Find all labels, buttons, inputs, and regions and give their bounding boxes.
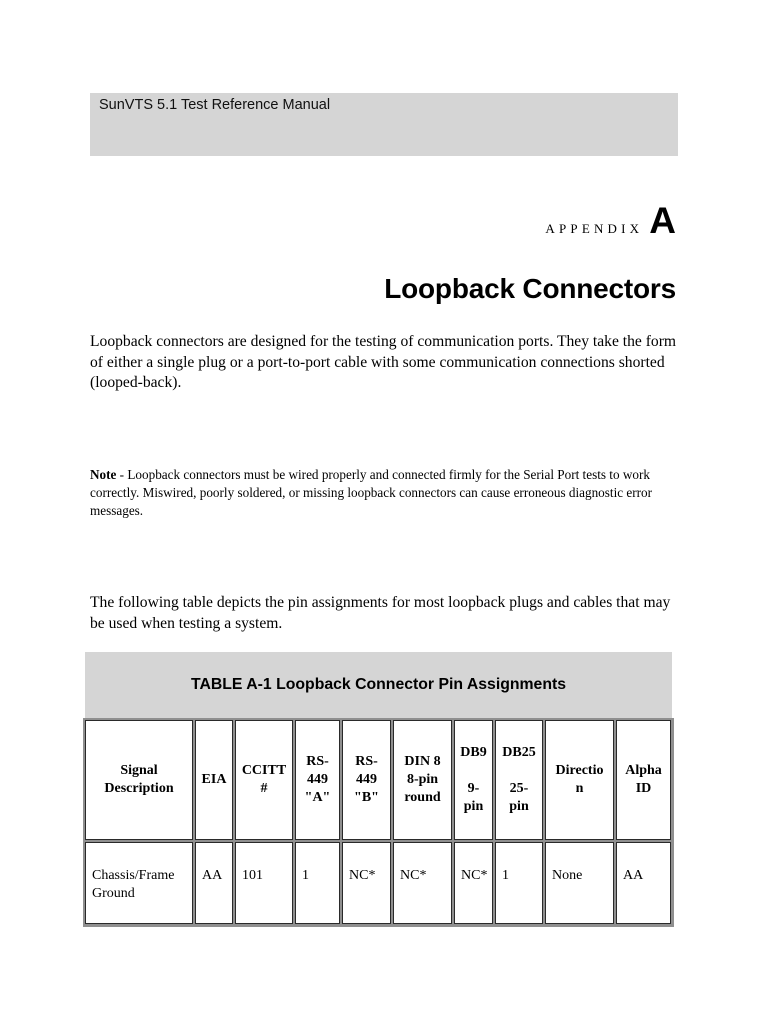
running-header (90, 93, 678, 156)
note-label: Note (90, 467, 117, 482)
table-header-cell (454, 720, 493, 840)
header-line: RS- (355, 754, 378, 769)
header-line: 449 (307, 772, 328, 787)
table-header-cell (85, 720, 193, 840)
table-caption: TABLE A-1 Loopback Connector Pin Assignments (190, 676, 567, 693)
table-data-cell: 101 (235, 842, 293, 924)
table-data-cell: 1 (495, 842, 543, 924)
appendix-label: APPENDIX (545, 221, 644, 236)
table-header-cell (393, 720, 452, 840)
header-line: pin (463, 799, 484, 814)
header-line: n (575, 781, 584, 796)
table-header-cell (195, 720, 233, 840)
pin-assignment-table (83, 718, 674, 927)
header-line: Directio (555, 763, 604, 778)
appendix-letter: A (649, 200, 676, 241)
header-line: 9- (467, 781, 480, 796)
manual-title: SunVTS 5.1 Test Reference Manual (99, 97, 331, 113)
table-data-cell: NC* (393, 842, 452, 924)
note-paragraph (90, 466, 680, 520)
header-line: RS- (306, 754, 329, 769)
table-data-cell: 1 (295, 842, 340, 924)
appendix-heading (545, 202, 676, 239)
table-data-cell: NC* (342, 842, 391, 924)
chapter-title: Loopback Connectors (384, 273, 676, 304)
header-line: EIA (201, 772, 227, 787)
table-lead-paragraph: The following table depicts the pin assignments for most loopback plugs and cables that may be used when testing a system. (90, 594, 671, 632)
table-header-cell (342, 720, 391, 840)
header-line: round (404, 790, 441, 805)
intro-paragraph: Loopback connectors are designed for the testing of communication ports. They take the form of either a single plug or a port-to-port cable with some communication connections shorted (looped-back). (90, 333, 677, 391)
table-header-cell (545, 720, 614, 840)
table-data-cell: NC* (454, 842, 493, 924)
header-line: 8-pin (406, 772, 439, 787)
table-header-cell (235, 720, 293, 840)
header-line: # (260, 781, 268, 796)
header-line: CCITT (241, 763, 287, 778)
table-data-cell: None (545, 842, 614, 924)
table-data-cell: Chassis/Frame Ground (85, 842, 193, 924)
table-data-cell: AA (195, 842, 233, 924)
table-data-cell: AA (616, 842, 671, 924)
header-line: DIN 8 (404, 754, 441, 769)
header-line: Signal (120, 763, 158, 778)
header-line: Alpha (625, 763, 662, 778)
table-header-cell (495, 720, 543, 840)
header-line: DB25 (502, 745, 536, 760)
note-text: - Loopback connectors must be wired properly and connected firmly for the Serial Port tests to work correctly. Miswired, poorly soldered, or missing loopback connectors can cause erroneous diagnostic error messages. (90, 467, 653, 518)
header-line: DB9 (460, 745, 487, 760)
header-line: ID (635, 781, 652, 796)
header-line: 449 (356, 772, 377, 787)
table-header-cell (295, 720, 340, 840)
header-line: 25- (509, 781, 529, 796)
header-line: Description (104, 781, 174, 796)
header-line: "B" (354, 790, 379, 805)
header-line: pin (509, 799, 529, 814)
header-line: "A" (304, 790, 331, 805)
table-caption-bar (85, 652, 672, 718)
table-header-cell (616, 720, 671, 840)
